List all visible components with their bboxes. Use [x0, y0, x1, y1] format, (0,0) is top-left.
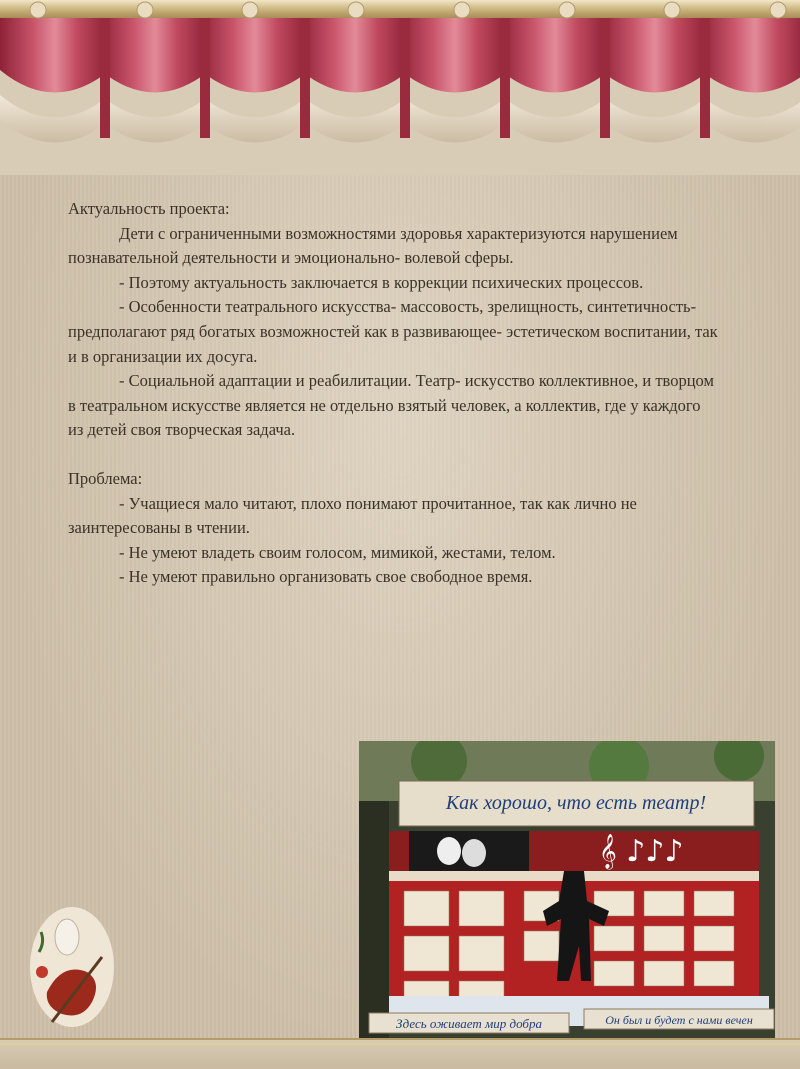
- banner-text: Как хорошо, что есть театр!: [445, 792, 707, 814]
- problem-heading: Проблема:: [68, 468, 143, 488]
- relevance-paragraph: - Поэтому актуальность заключается в коррекции психических процессов.: [119, 272, 644, 292]
- violin-decoration: [27, 902, 117, 1032]
- problem-paragraph: - Не умеют владеть своим голосом, мимикой, жестами, телом.: [119, 542, 556, 562]
- text-content: [68, 197, 718, 590]
- problem-paragraph: - Учащиеся мало читают, плохо понимают прочитанное, так как лично не заинтересованы в чтении.: [68, 493, 637, 538]
- relevance-paragraph: Дети с ограниченными возможностями здоровья характеризуются нарушением познавательной деятельности и эмоционально- волевой сферы.: [68, 223, 678, 268]
- photo-bottom-left-caption: Здесь оживает мир добра: [396, 1016, 542, 1031]
- bottom-border-band: [0, 1038, 800, 1069]
- problem-paragraph: - Не умеют правильно организовать свое свободное время.: [119, 567, 533, 587]
- photo-bottom-right-caption: Он был и будет с нами вечен: [605, 1013, 753, 1027]
- svg-text:𝄞 ♪♪♪: 𝄞 ♪♪♪: [599, 834, 684, 869]
- theater-curtain-decoration: [0, 0, 800, 175]
- theater-stand-photo: [359, 741, 775, 1039]
- relevance-paragraph: - Особенности театрального искусства- массовость, зрелищность, синтетичность- предполагают ряд богатых возможностей как в развивающее- эстетическом воспитании, так и в организации их досуга.: [68, 297, 718, 366]
- relevance-paragraph: - Социальной адаптации и реабилитации. Театр- искусство коллективное, и творцом в театральном искусстве является не отдельно взятый человек, а коллектив, где у каждого из детей своя творческая задача.: [68, 371, 714, 440]
- theater-stand-illustration: [359, 741, 775, 1039]
- relevance-heading: Актуальность проекта:: [68, 199, 230, 218]
